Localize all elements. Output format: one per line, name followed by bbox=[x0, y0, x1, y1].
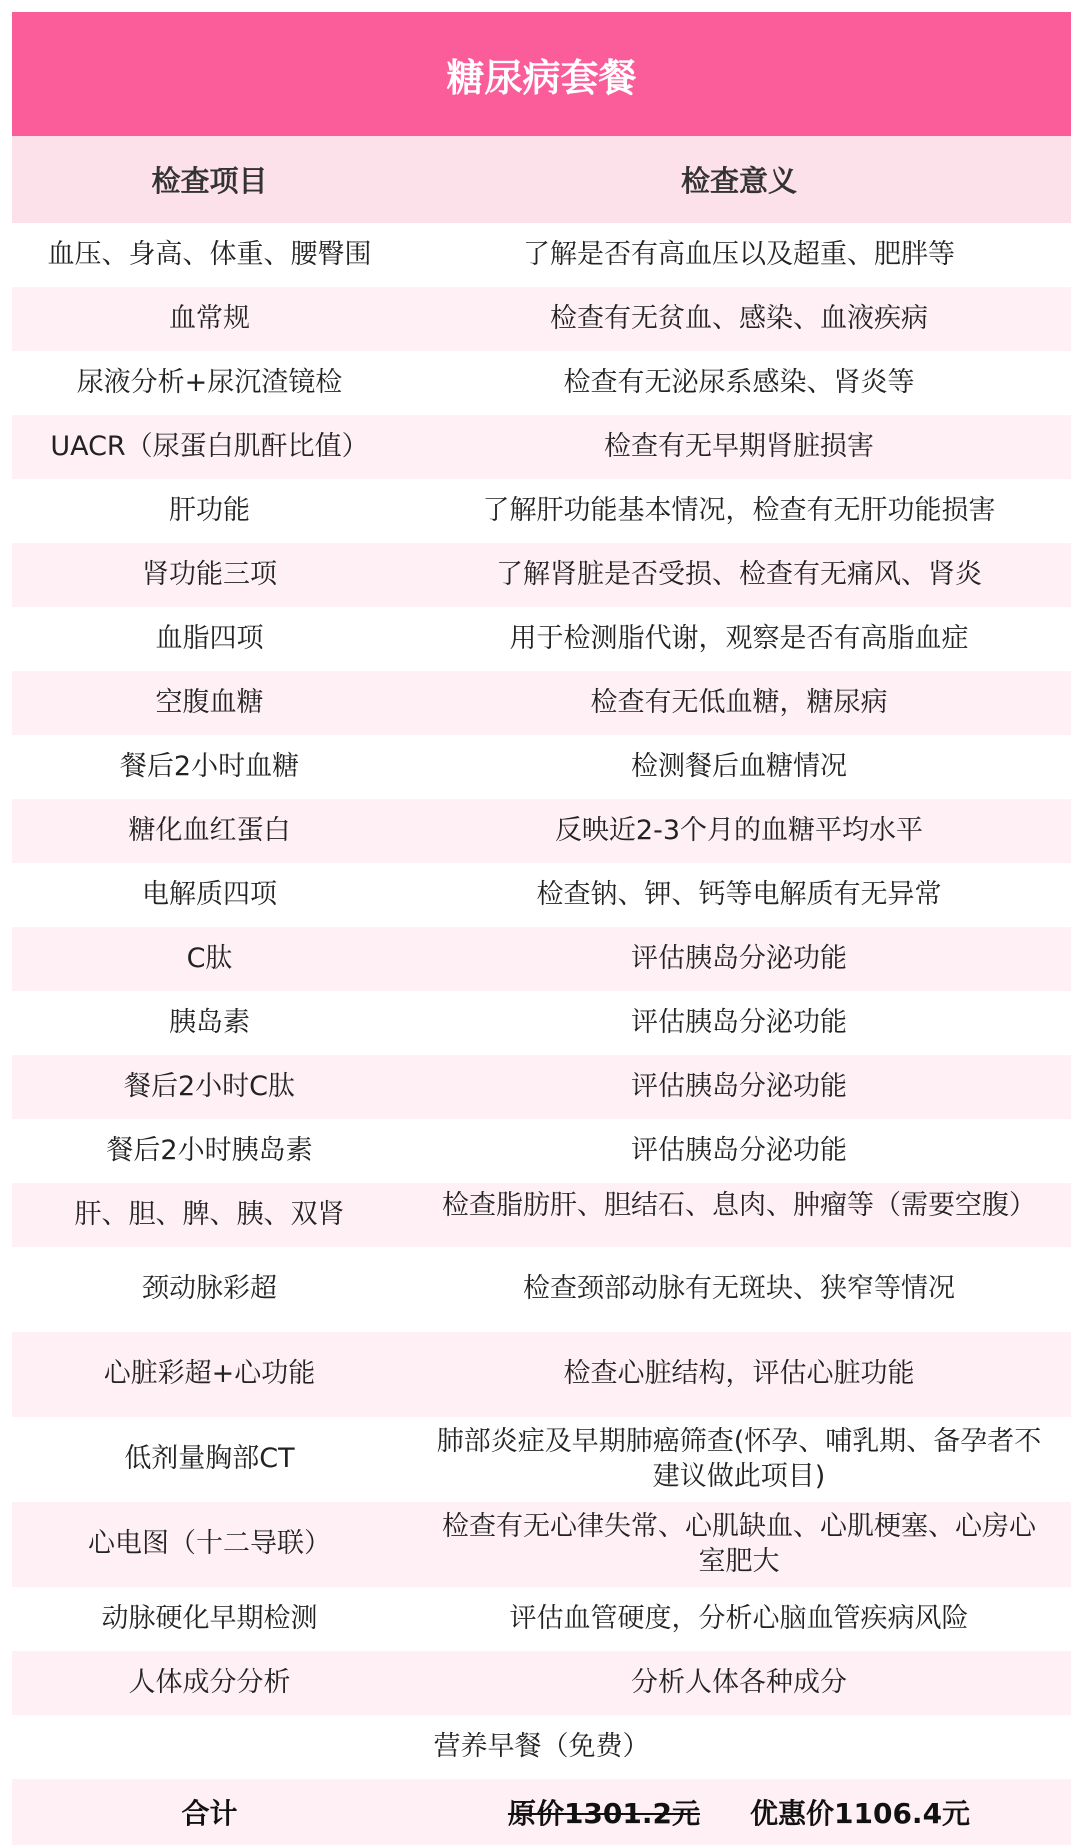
check-meaning: 检查颈部动脉有无斑块、狭窄等情况 bbox=[523, 1273, 955, 1305]
free-breakfast-label: 营养早餐（免费） bbox=[433, 1730, 650, 1762]
total-row bbox=[12, 1779, 1071, 1845]
check-meaning: 了解肾脏是否受损、检查有无痛风、肾炎 bbox=[496, 558, 982, 590]
table-row bbox=[12, 1651, 1071, 1715]
table-row bbox=[12, 1183, 1071, 1247]
check-item: 餐后2小时胰岛素 bbox=[106, 1134, 313, 1166]
check-meaning: 检查有无泌尿系感染、肾炎等 bbox=[563, 366, 915, 398]
check-meaning: 检查钠、钾、钙等电解质有无异常 bbox=[536, 878, 942, 910]
check-item: 肾功能三项 bbox=[142, 558, 277, 590]
table-row bbox=[12, 223, 1071, 287]
check-meaning: 用于检测脂代谢，观察是否有高脂血症 bbox=[509, 622, 969, 654]
discount-price: 优惠价1106.4元 bbox=[750, 1797, 971, 1830]
check-meaning: 检查有无低血糖，糖尿病 bbox=[590, 686, 888, 718]
free-item-row bbox=[12, 1715, 1071, 1779]
check-item: 糖化血红蛋白 bbox=[128, 814, 291, 846]
table-row bbox=[12, 991, 1071, 1055]
table-row bbox=[12, 287, 1071, 351]
check-item: 空腹血糖 bbox=[155, 686, 264, 718]
table-row bbox=[12, 1055, 1071, 1119]
table-row bbox=[12, 863, 1071, 927]
check-meaning: 了解肝功能基本情况，检查有无肝功能损害 bbox=[482, 494, 996, 526]
table-row bbox=[12, 1502, 1071, 1587]
table-row bbox=[12, 1119, 1071, 1183]
check-item: C肽 bbox=[186, 942, 233, 974]
total-label: 合计 bbox=[181, 1797, 238, 1830]
table-header-row bbox=[12, 136, 1071, 223]
check-item: 颈动脉彩超 bbox=[142, 1273, 277, 1305]
check-item: 心电图（十二导联） bbox=[88, 1528, 331, 1560]
check-item: 血压、身高、体重、腰臀围 bbox=[47, 238, 372, 270]
check-item: 电解质四项 bbox=[142, 878, 277, 910]
table-row bbox=[12, 1332, 1071, 1417]
table-row bbox=[12, 1247, 1071, 1332]
original-price: 原价1301.2元 bbox=[507, 1797, 700, 1830]
table-row bbox=[12, 671, 1071, 735]
check-meaning: 了解是否有高血压以及超重、肥胖等 bbox=[523, 238, 955, 270]
check-meaning: 检查有无贫血、感染、血液疾病 bbox=[550, 302, 928, 334]
total-prices bbox=[407, 1792, 1071, 1832]
table-row bbox=[12, 543, 1071, 607]
check-item: 血脂四项 bbox=[155, 622, 264, 654]
check-item: 心脏彩超+心功能 bbox=[103, 1358, 316, 1390]
check-item: 低剂量胸部CT bbox=[124, 1443, 295, 1475]
package-table bbox=[12, 12, 1071, 1845]
check-item: 血常规 bbox=[169, 302, 250, 334]
check-meaning: 评估胰岛分泌功能 bbox=[631, 942, 847, 974]
check-item: UACR（尿蛋白肌酐比值） bbox=[50, 430, 369, 462]
check-meaning: 检查脂肪肝、胆结石、息肉、肿瘤等（需要空腹） bbox=[442, 1190, 1036, 1221]
check-item: 肝、胆、脾、胰、双肾 bbox=[74, 1198, 345, 1230]
check-item: 尿液分析+尿沉渣镜检 bbox=[76, 366, 343, 398]
check-meaning: 检查有无心律失常、心肌缺血、心肌梗塞、心房心室肥大 bbox=[442, 1510, 1036, 1577]
header-meaning: 检查意义 bbox=[680, 164, 797, 198]
check-meaning: 评估胰岛分泌功能 bbox=[631, 1006, 847, 1038]
check-meaning: 分析人体各种成分 bbox=[631, 1666, 847, 1698]
check-meaning: 肺部炎症及早期肺癌筛查(怀孕、哺乳期、备孕者不建议做此项目) bbox=[436, 1425, 1042, 1492]
check-meaning: 评估血管硬度，分析心脑血管疾病风险 bbox=[509, 1602, 969, 1634]
table-row bbox=[12, 479, 1071, 543]
table-row bbox=[12, 1587, 1071, 1651]
table-row bbox=[12, 607, 1071, 671]
check-item: 动脉硬化早期检测 bbox=[101, 1602, 318, 1634]
check-meaning: 检查心脏结构，评估心脏功能 bbox=[563, 1358, 915, 1390]
package-title: 糖尿病套餐 bbox=[12, 12, 1071, 136]
table-row bbox=[12, 351, 1071, 415]
check-meaning: 评估胰岛分泌功能 bbox=[631, 1070, 847, 1102]
table-row bbox=[12, 799, 1071, 863]
table-row bbox=[12, 1417, 1071, 1502]
table-row bbox=[12, 927, 1071, 991]
check-item: 餐后2小时C肽 bbox=[123, 1070, 296, 1102]
check-item: 餐后2小时血糖 bbox=[119, 750, 300, 782]
header-item: 检查项目 bbox=[151, 164, 268, 198]
check-item: 胰岛素 bbox=[169, 1006, 250, 1038]
table-row bbox=[12, 415, 1071, 479]
check-meaning: 检测餐后血糖情况 bbox=[631, 750, 847, 782]
check-item: 人体成分分析 bbox=[128, 1666, 291, 1698]
table-row bbox=[12, 735, 1071, 799]
check-item: 肝功能 bbox=[169, 494, 250, 526]
check-meaning: 检查有无早期肾脏损害 bbox=[604, 430, 874, 462]
price-group bbox=[429, 1792, 1049, 1832]
check-meaning: 评估胰岛分泌功能 bbox=[631, 1134, 847, 1166]
check-meaning: 反映近2-3个月的血糖平均水平 bbox=[554, 814, 924, 846]
